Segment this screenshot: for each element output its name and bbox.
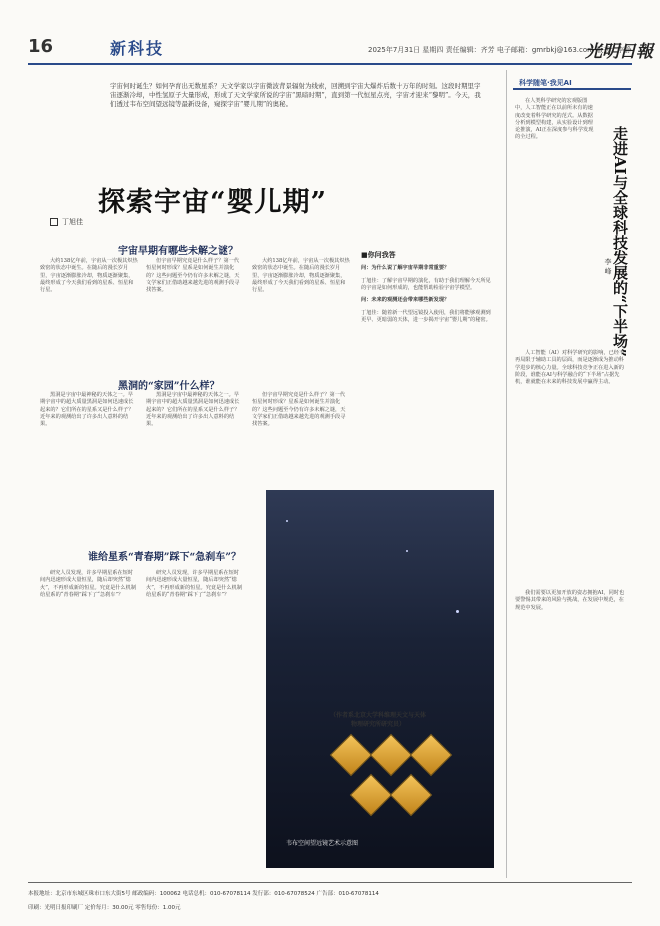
paragraph: 研究人员发现，许多早期星系在短时间内迅速形成大量恒星，随后却突然“熄火”，不再形成新的恒星。究竟是什么机制给星系的“青春期”踩下了“急刹车”？ [146,570,243,598]
section-heading-2: 黑洞的“家园”什么样？ [118,381,220,392]
paragraph: 但宇宙早期究竟是什么样子？第一代恒星何时形成？星系是如何诞生并演化的？这些问题至今仍有许多未解之谜，天文学家们正借助越来越先进的观测手段寻找答案。 [252,392,346,428]
paragraph: 我们需要以更加开放的姿态拥抱AI，同时也要警惕其带来的风险与挑战，在发展中规范，在规范中发展。 [515,590,625,611]
qa-answer-2: 丁旭佳：随着新一代望远镜投入使用，我们将能够观测到更早、更暗弱的天体，进一步揭开宇宙“婴儿期”的秘密。 [361,309,491,324]
author-square-icon [50,218,58,226]
tag-rule [513,88,631,90]
footer-line-2: 印刷：光明日报印刷厂 定价每月：30.00元 零售每份：1.00元 [28,905,181,911]
mirror-segment-icon [350,774,392,816]
mirror-segment-icon [370,734,412,776]
photo-caption: 韦布空间望远镜艺术示意图 [286,840,359,847]
article-intro: 宇宙何时诞生？如何孕育出无数星系？天文学家以宇宙微波背景辐射为线索，回溯到宇宙大爆炸后数十万年的时刻。这段时期里宇宙逐渐冷却，中性氢原子大量形成，形成了天文学家所说的宇宙“黑暗时期”，直到第一代恒星点亮，宇宙才迎来“黎明”。今天，我们透过韦布空间望远镜等最新设备，窥探宇宙“婴儿期”的奥秘。 [110,82,481,108]
article-title: 探索宇宙“婴儿期” [98,187,328,218]
column-text-2 [515,350,629,386]
author-credit: （作者系北京大学科维理天文与天体物理研究所研究员） [329,712,426,728]
page-footer [28,882,632,917]
section-heading-1: 宇宙早期有哪些未解之谜？ [118,246,238,257]
telescope-photo [266,490,494,868]
article-author [50,217,83,227]
header-meta: 2025年7月31日 星期四 责任编辑：齐芳 电子邮箱：gmrbkj@163.com 版式：李静 [368,46,632,54]
mirror-segment-icon [330,734,372,776]
mirror-segment-icon [390,774,432,816]
paragraph: 大约138亿年前，宇宙从一次极其炽热致密的状态中诞生。在随后的漫长岁月里，宇宙逐渐膨胀冷却，物质逐渐聚集，最终形成了今天我们看到的星系、恒星和行星。 [40,258,138,294]
text-col-a [40,258,138,294]
paragraph: 黑洞是宇宙中最神秘的天体之一。早期宇宙中的超大质量黑洞是如何迅速成长起来的？它们所在的星系又是什么样子？近年来的观测给出了许多出人意料的结果。 [146,392,240,428]
text-col-c [252,258,350,294]
text-col-b [146,258,244,294]
text-col-d [40,392,138,428]
header-rule [28,63,632,65]
column-title: 走进AI与全球科技发展的“下半场” [611,126,629,357]
paragraph: 研究人员发现，许多早期星系在短时间内迅速形成大量恒星，随后却突然“熄火”，不再形成新的恒星。究竟是什么机制给星系的“青春期”踩下了“急刹车”？ [40,570,137,598]
main-article [28,70,500,878]
footer-line-1: 本报地址：北京市东城区珠市口东大街5号 邮政编码：100062 电话总机：010-67078114 发行部：010-67078524 广告部：010-67078114 [28,891,379,897]
star-dot [286,520,288,522]
right-column [506,70,633,878]
paragraph: 但宇宙早期究竟是什么样子？第一代恒星何时形成？星系是如何诞生并演化的？这些问题至今仍有许多未解之谜，天文学家们正借助越来越先进的观测手段寻找答案。 [146,258,240,294]
text-col-h [146,570,244,599]
star-dot [456,610,459,613]
paragraph: 人工智能（AI）对科学研究的影响，已经不再局限于辅助工具的层面，而是逐渐成为推动科学进步的核心力量。全球科技竞争正在进入新的阶段，谁能在AI与科学融合的“下半场”占据先机，谁就能在未来的科技发展中赢得主动。 [515,350,625,386]
column-text-3 [515,590,629,612]
paragraph: 在人类科学研究的宏观版图中，人工智能正在以前所未有的速度改变着科学研究的范式。从数据分析到模型构建，从实验设计到理论推演，AI正在深度参与科学发现的全过程。 [515,98,594,141]
text-col-e [146,392,244,428]
qa-question-1: 问：为什么说了解宇宙早期非常重要？ [361,265,450,272]
masthead-logo: 光明日報 [585,42,653,62]
section-name: 新科技 [110,39,165,58]
column-tag: 科学随笔·我见AI [519,79,572,87]
column-author: 李 峰 [604,258,612,275]
section-heading-3: 谁给星系“青春期”踩下“急刹车”？ [88,552,242,563]
column-text-1 [515,98,597,142]
qa-answer-1: 丁旭佳：了解宇宙早期的演化，有助于我们理解今天所见的宇宙是如何形成的，也能帮助检验宇宙学模型。 [361,277,491,291]
paragraph: 大约138亿年前，宇宙从一次极其炽热致密的状态中诞生。在随后的漫长岁月里，宇宙逐渐膨胀冷却，物质逐渐聚集，最终形成了今天我们看到的星系、恒星和行星。 [252,258,350,294]
page-number: 16 [28,36,54,57]
text-col-g [40,570,138,599]
qa-title: ■你问我答 [361,251,396,259]
qa-question-2: 问：未来的观测还会带来哪些新发现？ [361,297,450,304]
star-dot [406,550,408,552]
mirror-segment-icon [410,734,452,776]
author-name: 丁旭佳 [62,218,83,226]
page-header [0,0,660,64]
text-col-f [252,392,350,428]
paragraph: 黑洞是宇宙中最神秘的天体之一。早期宇宙中的超大质量黑洞是如何迅速成长起来的？它们所在的星系又是什么样子？近年来的观测给出了许多出人意料的结果。 [40,392,134,428]
